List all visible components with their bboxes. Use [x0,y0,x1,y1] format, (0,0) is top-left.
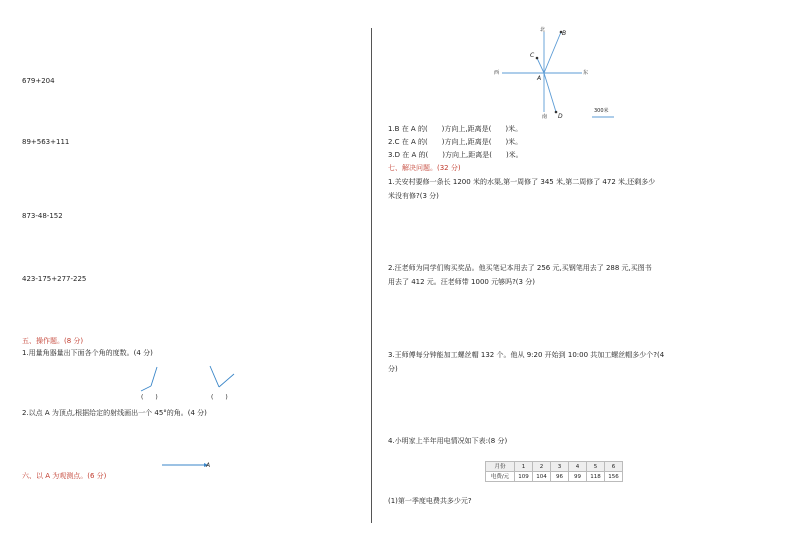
problem-2-line-2: 用去了 412 元。汪老师带 1000 元够吗?(3 分) [388,278,535,286]
calc-4: 423-175+277-225 [22,275,87,283]
section-5-title: 五、操作题。(8 分) [22,337,84,345]
question-5-2: 2.以点 A 为顶点,根据给定的射线画出一个 45°的角。(4 分) [22,409,207,417]
table-cell: 104 [533,472,551,482]
angle-1 [141,367,157,391]
position-q3: 3.D 在 A 的( )方向上,距离是( )米。 [388,151,523,159]
point-c-dot [536,57,539,60]
angle-figures [138,362,238,394]
position-q2: 2.C 在 A 的( )方向上,距离是( )米。 [388,138,523,146]
point-d-dot [555,111,558,114]
table-cell: 2 [533,462,551,472]
table-row [486,462,623,472]
label-d: D [558,113,563,120]
label-b: B [562,30,567,37]
label-center-a: A [537,75,542,82]
position-q1: 1.B 在 A 的( )方向上,距离是( )米。 [388,125,523,133]
table-cell: 5 [587,462,605,472]
ray-to-c [537,58,544,73]
calc-1: 679+204 [22,77,55,85]
problem-2-line-1: 2.汪老师为同学们购买奖品。他买笔记本用去了 256 元,买钢笔用去了 288 元,买图书 [388,264,652,272]
calc-3: 873-48-152 [22,212,63,220]
angle-2 [210,366,234,387]
column-divider [371,28,372,523]
table-cell: 109 [515,472,533,482]
table-cell: 156 [605,472,623,482]
problem-4-sub-1: (1)第一季度电费共多少元? [388,497,472,505]
label-c: C [530,52,535,59]
section-6-title: 六、以 A 为观测点。(6 分) [22,472,107,480]
table-cell: 1 [515,462,533,472]
table-header-cell: 月份 [486,462,515,472]
compass-axes [502,32,582,112]
problem-4: 4.小明家上半年用电情况如下表:(8 分) [388,437,508,445]
table-cell: 118 [587,472,605,482]
problem-1-line-2: 米没有修?(3 分) [388,192,439,200]
ray-to-d [544,73,556,112]
scale-label: 300米 [594,108,609,114]
problem-3-line-2: 分) [388,365,398,373]
table-header-cell: 电费/元 [486,472,515,482]
label-south: 南 [542,114,548,120]
problem-1-line-1: 1.关安村要修一条长 1200 米的水渠,第一周修了 345 米,第二周修了 472 米,还剩多少 [388,178,656,186]
label-east: 东 [583,70,589,76]
table-cell: 96 [551,472,569,482]
calc-2: 89+563+111 [22,138,70,146]
table-cell: 99 [569,472,587,482]
section-7-title: 七、解决问题。(32 分) [388,164,461,172]
given-ray [160,460,212,472]
table-row [486,472,623,482]
problem-3-line-1: 3.王师傅每分钟能加工螺丝帽 132 个。他从 9:20 开始到 10:00 共加工螺丝帽多少个?(4 [388,351,665,359]
label-west: 西 [494,70,500,76]
electricity-table [485,461,623,482]
table-cell: 4 [569,462,587,472]
label-north: 北 [540,27,546,33]
question-5-1: 1.用量角器量出下面各个角的度数。(4 分) [22,349,153,357]
ray-to-b [544,32,561,73]
table-cell: 6 [605,462,623,472]
ray-point-label: A [206,462,211,469]
table-cell: 3 [551,462,569,472]
angle-2-blank[interactable]: ( ) [211,394,228,401]
angle-1-blank[interactable]: ( ) [141,394,158,401]
